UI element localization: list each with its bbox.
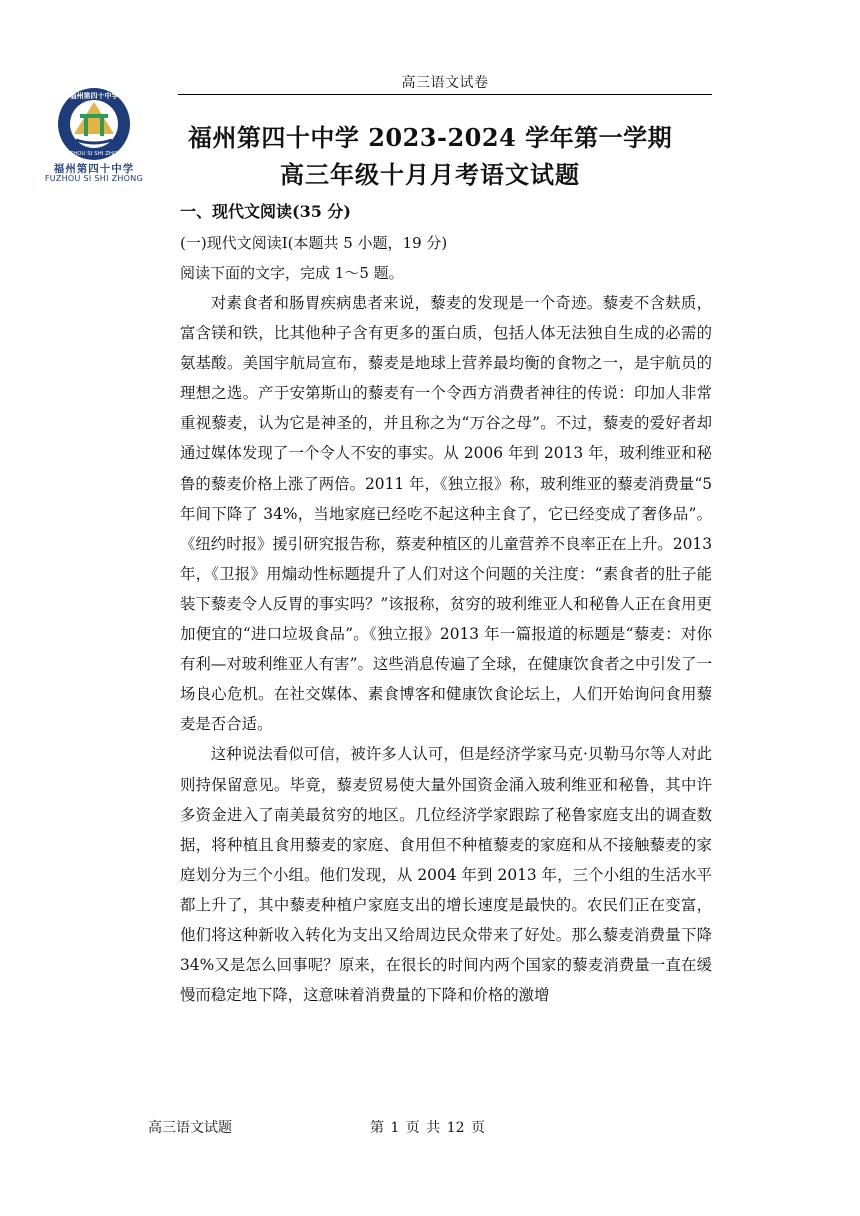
passage-paragraph: 对素食者和肠胃疾病患者来说，藜麦的发现是一个奇迹。藜麦不含麸质，富含镁和铁，比其他种子含有更多的蛋白质，包括人体无法独自生成的必需的氨基酸。美国宇航局宣布，藜麦是地球上营养最均衡的食物之一，是宇航员的理想之选。产于安第斯山的藜麦有一个令西方消费者神往的传说：印加人非常重视藜麦，认为它是神圣的，并且称之为“万谷之母”。不过，藜麦的爱好者却通过媒体发现了一个令人不安的事实。从 2006 年到 2013 年，玻利维亚和秘鲁的藜麦价格上涨了两倍。2011 年，《独立报》称，玻利维亚的藜麦消费量“5 年间下降了 34%，当地家庭已经吃不起这种主食了，它已经变成了奢侈品”。《纽约时报》援引研究报告称，蔡麦种植区的儿童营养不良率正在上升。2013 年，《卫报》用煽动性标题提升了人们对这个问题的关注度：“素食者的肚子能装下藜麦令人反胃的事实吗？”该报称，贫穷的玻利维亚人和秘鲁人正在食用更加便宜的“进口垃圾食品”。《独立报》2013 年一篇报道的标题是“藜麦：对你有利—对玻利维亚人有害”。这些消息传遍了全球，在健康饮食者之中引发了一场良心危机。在社交媒体、素食博客和健康饮食论坛上，人们开始询问食用藜麦是否合适。 xyxy=(180,294,712,734)
logo-ring-bottom: FUZHOU SI SHI ZHONG xyxy=(62,151,126,157)
passage-paragraph: 这种说法看似可信，被许多人认可，但是经济学家马克·贝勒马尔等人对此则持保留意见。毕竟，藜麦贸易使大量外国资金涌入玻利维亚和秘鲁，其中许多资金进入了南美最贫穷的地区。几位经济学家跟踪了秘鲁家庭支出的调查数据，将种植且食用藜麦的家庭、食用但不种植藜麦的家庭和从不接触藜麦的家庭划分为三个小组。他们发现，从 2004 年到 2013 年，三个小组的生活水平都上升了，其中藜麦种植户家庭支出的增长速度是最快的。农民们正在变富，他们将这种新收入转化为支出又给周边民众带来了好处。那么藜麦消费量下降 34%又是怎么回事呢？原来，在很长的时间内两个国家的藜麦消费量一直在缓慢而稳定地下降，这意味着消费量的下降和价格的激增 xyxy=(180,745,712,1005)
footer-left: 高三语文试题 xyxy=(148,1120,232,1136)
logo-caption-cn: 福州第四十中学 xyxy=(53,163,135,175)
header-rule xyxy=(178,94,712,95)
logo-caption-en: FUZHOU SI SHI ZHONG xyxy=(44,174,144,183)
exam-title-line1: 福州第四十中学 2023-2024 学年第一学期 xyxy=(187,123,673,152)
running-header: 高三语文试卷 xyxy=(401,75,489,91)
section-heading: 一、现代文阅读(35 分) xyxy=(180,202,351,221)
passage-body xyxy=(180,288,712,1010)
exam-title-line2: 高三年级十月月考语文试题 xyxy=(280,160,580,189)
reading-instruction: 阅读下面的文字，完成 1～5 题。 xyxy=(180,264,404,282)
section-subheading: (一)现代文阅读Ⅰ(本题共 5 小题，19 分) xyxy=(180,234,448,252)
page-number: 第 1 页 共 12 页 xyxy=(370,1120,485,1136)
logo-ring-top: 福州第四十中学 xyxy=(69,92,119,100)
